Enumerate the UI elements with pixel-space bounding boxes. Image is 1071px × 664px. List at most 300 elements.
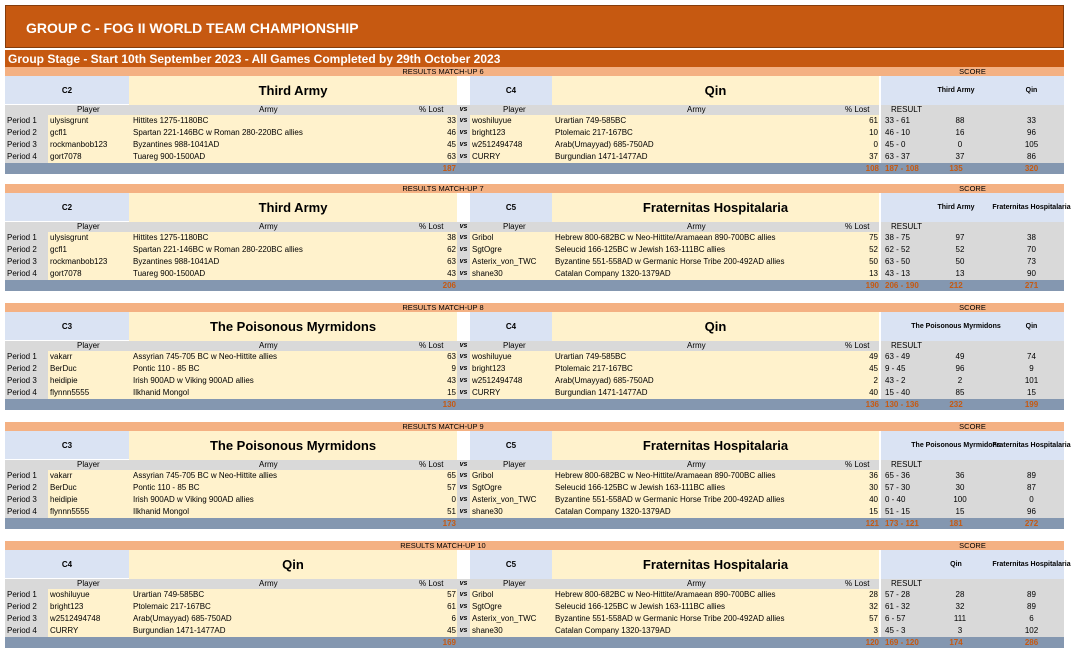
table-row xyxy=(5,375,1064,387)
team1-player: BerDuc xyxy=(48,482,131,494)
totals-row xyxy=(5,637,1064,648)
score-team1-name: The Poisonous Myrmidons xyxy=(911,441,1001,449)
team1-score: 96 xyxy=(921,363,999,375)
lost-label: % Lost xyxy=(419,341,444,350)
team2-code: C4 xyxy=(470,76,552,105)
team2-score: 15 xyxy=(999,387,1064,399)
team1-lost: 63 xyxy=(419,256,457,268)
row-result: 62 - 52 xyxy=(881,244,921,256)
score-header: SCORE xyxy=(959,422,986,431)
team1-lost: 46 xyxy=(419,127,457,139)
vs-label: vs xyxy=(457,151,470,163)
team1-score: 111 xyxy=(921,613,999,625)
team2-army: Byzantine 551-558AD w Germanic Horse Tribe 200-492AD allies xyxy=(553,256,839,268)
vs-gap xyxy=(457,76,470,105)
matchup-block xyxy=(5,541,1071,657)
matchup-title: RESULTS MATCH-UP 10 xyxy=(400,541,486,550)
matchup-header xyxy=(5,67,1064,76)
table-row xyxy=(5,268,1064,280)
total-result: 173 - 121 xyxy=(885,519,919,528)
team1-total-lost: 206 xyxy=(442,281,456,290)
vs-label: vs xyxy=(457,387,470,399)
score-team2-name: Qin xyxy=(1025,322,1038,330)
period-label: Period 2 xyxy=(5,601,48,613)
team1-player: ulysisgrunt xyxy=(48,232,131,244)
team2-lost: 15 xyxy=(839,506,879,518)
page-title: GROUP C - FOG II WORLD TEAM CHAMPIONSHIP xyxy=(5,5,1064,48)
team1-army: Hittites 1275-1180BC xyxy=(131,232,419,244)
team2-total-score: 272 xyxy=(1024,519,1039,528)
team2-player: CURRY xyxy=(470,387,553,399)
row-result: 46 - 10 xyxy=(881,127,921,139)
team2-army: Ptolemaic 217-167BC xyxy=(553,127,839,139)
table-row xyxy=(5,482,1064,494)
period-label: Period 4 xyxy=(5,151,48,163)
table-row xyxy=(5,625,1064,637)
block-spacer xyxy=(5,529,1064,538)
team2-player: bright123 xyxy=(470,363,553,375)
lost-label: % Lost xyxy=(419,222,444,231)
team1-army: Arab(Umayyad) 685-750AD xyxy=(131,613,419,625)
block-spacer xyxy=(5,174,1064,183)
team2-player: Gribol xyxy=(470,232,553,244)
result-header xyxy=(881,579,1064,589)
team1-army: Pontic 110 - 85 BC xyxy=(131,482,419,494)
team1-player: gcfl1 xyxy=(48,244,131,256)
totals-row xyxy=(5,399,1064,410)
period-label: Period 3 xyxy=(5,256,48,268)
team2-score: 87 xyxy=(999,482,1064,494)
result-label: RESULT xyxy=(891,222,922,231)
team2-army: Seleucid 166-125BC w Jewish 163-111BC allies xyxy=(553,601,839,613)
matchup-block xyxy=(5,422,1071,538)
total-result: 187 - 108 xyxy=(885,164,919,173)
matchup-title: RESULTS MATCH-UP 9 xyxy=(402,422,484,431)
team1-score: 13 xyxy=(921,268,999,280)
period-label: Period 2 xyxy=(5,363,48,375)
team1-score: 2 xyxy=(921,375,999,387)
team2-score: 101 xyxy=(999,375,1064,387)
vs-label: vs xyxy=(457,613,470,625)
table-row xyxy=(5,363,1064,375)
team1-player: gcfl1 xyxy=(48,127,131,139)
table-row xyxy=(5,494,1064,506)
team2-lost: 49 xyxy=(839,351,879,363)
team2-player: shane30 xyxy=(470,506,553,518)
team1-lost: 9 xyxy=(419,363,457,375)
team2-score: 102 xyxy=(999,625,1064,637)
result-header xyxy=(881,222,1064,232)
vs-gap xyxy=(457,312,470,341)
team2-lost: 0 xyxy=(839,139,879,151)
player-label: Player xyxy=(77,222,100,231)
team1-column-header xyxy=(5,460,457,470)
player-label: Player xyxy=(503,341,526,350)
team2-player: SgtOgre xyxy=(470,244,553,256)
block-spacer xyxy=(5,410,1064,419)
team1-name: Qin xyxy=(129,550,457,579)
team1-army: Urartian 749-585BC xyxy=(131,589,419,601)
team1-lost: 43 xyxy=(419,375,457,387)
period-label: Period 1 xyxy=(5,589,48,601)
result-rows xyxy=(5,232,1064,280)
team2-score: 105 xyxy=(999,139,1064,151)
team2-player: shane30 xyxy=(470,625,553,637)
period-label: Period 4 xyxy=(5,387,48,399)
team1-total-lost: 169 xyxy=(442,638,456,647)
vs-label: vs xyxy=(457,341,470,351)
matchup-block xyxy=(5,67,1064,183)
vs-label: vs xyxy=(457,351,470,363)
matchup-title: RESULTS MATCH-UP 7 xyxy=(402,184,484,193)
lost-label: % Lost xyxy=(845,222,870,231)
team1-army: Irish 900AD w Viking 900AD allies xyxy=(131,494,419,506)
team2-column-header xyxy=(470,105,879,115)
team1-army: Spartan 221-146BC w Roman 280-220BC allies xyxy=(131,127,419,139)
period-label: Period 4 xyxy=(5,625,48,637)
score-team2-name: Fraternitas Hospitalaria xyxy=(992,441,1071,449)
team1-player: gort7078 xyxy=(48,268,131,280)
block-spacer xyxy=(5,648,1064,657)
team1-score: 30 xyxy=(921,482,999,494)
row-result: 57 - 30 xyxy=(881,482,921,494)
team2-column-header xyxy=(470,579,879,589)
score-team1-name: The Poisonous Myrmidons xyxy=(911,322,1001,330)
team1-player: gort7078 xyxy=(48,151,131,163)
team1-player: heidipie xyxy=(48,494,131,506)
table-row xyxy=(5,470,1064,482)
table-row xyxy=(5,127,1064,139)
result-header xyxy=(881,460,1064,470)
matchup-header xyxy=(5,184,1064,193)
result-rows xyxy=(5,115,1064,163)
team2-lost: 3 xyxy=(839,625,879,637)
team2-army: Burgundian 1471-1477AD xyxy=(553,387,839,399)
team1-army: Ilkhanid Mongol xyxy=(131,506,419,518)
team1-score: 3 xyxy=(921,625,999,637)
team2-lost: 40 xyxy=(839,387,879,399)
team2-lost: 50 xyxy=(839,256,879,268)
row-result: 9 - 45 xyxy=(881,363,921,375)
team2-score: 86 xyxy=(999,151,1064,163)
vs-label: vs xyxy=(457,470,470,482)
row-result: 43 - 2 xyxy=(881,375,921,387)
result-rows xyxy=(5,589,1064,637)
vs-label: vs xyxy=(457,494,470,506)
row-result: 51 - 15 xyxy=(881,506,921,518)
team2-player: Gribol xyxy=(470,470,553,482)
team1-score: 85 xyxy=(921,387,999,399)
score-team1-name: Third Army xyxy=(937,203,975,211)
team2-total-lost: 120 xyxy=(865,638,879,647)
team1-lost: 45 xyxy=(419,139,457,151)
team1-name: The Poisonous Myrmidons xyxy=(129,312,457,341)
team1-lost: 57 xyxy=(419,589,457,601)
score-team-header xyxy=(881,431,1071,460)
team2-lost: 52 xyxy=(839,244,879,256)
team2-lost: 61 xyxy=(839,115,879,127)
team2-army: Hebrew 800-682BC w Neo-Hittite/Aramaean 890-700BC allies xyxy=(553,232,839,244)
team2-score: 90 xyxy=(999,268,1064,280)
team2-lost: 2 xyxy=(839,375,879,387)
score-team1-name: Third Army xyxy=(937,86,975,94)
team1-army: Ilkhanid Mongol xyxy=(131,387,419,399)
team1-lost: 51 xyxy=(419,506,457,518)
team2-lost: 13 xyxy=(839,268,879,280)
army-label: Army xyxy=(259,105,278,114)
vs-label: vs xyxy=(457,244,470,256)
vs-label: vs xyxy=(457,482,470,494)
row-result: 63 - 49 xyxy=(881,351,921,363)
team2-player: w2512494748 xyxy=(470,375,553,387)
team2-name: Fraternitas Hospitalaria xyxy=(552,193,879,222)
row-result: 0 - 40 xyxy=(881,494,921,506)
vs-label: vs xyxy=(457,222,470,232)
result-header xyxy=(881,341,1064,351)
team1-total-score: 181 xyxy=(949,519,963,528)
army-label: Army xyxy=(259,460,278,469)
period-label: Period 3 xyxy=(5,139,48,151)
team1-player: flynnn5555 xyxy=(48,387,131,399)
team2-lost: 45 xyxy=(839,363,879,375)
team1-total-score: 232 xyxy=(949,400,963,409)
table-row xyxy=(5,387,1064,399)
team2-code: C4 xyxy=(470,312,552,341)
team1-army: Pontic 110 - 85 BC xyxy=(131,363,419,375)
team1-code: C3 xyxy=(5,431,129,460)
team1-total-score: 174 xyxy=(949,638,963,647)
row-result: 61 - 32 xyxy=(881,601,921,613)
table-row xyxy=(5,115,1064,127)
team2-code: C5 xyxy=(470,550,552,579)
team1-lost: 62 xyxy=(419,244,457,256)
team2-total-lost: 121 xyxy=(865,519,879,528)
team2-lost: 57 xyxy=(839,613,879,625)
team1-score: 49 xyxy=(921,351,999,363)
table-row xyxy=(5,351,1064,363)
team2-code: C5 xyxy=(470,431,552,460)
total-result: 130 - 136 xyxy=(885,400,919,409)
score-team-header xyxy=(881,76,1064,105)
row-result: 33 - 61 xyxy=(881,115,921,127)
result-rows xyxy=(5,470,1064,518)
period-label: Period 4 xyxy=(5,506,48,518)
period-label: Period 2 xyxy=(5,127,48,139)
team1-score: 97 xyxy=(921,232,999,244)
vs-label: vs xyxy=(457,460,470,470)
team2-total-score: 320 xyxy=(1024,164,1039,173)
team2-total-score: 286 xyxy=(1024,638,1039,647)
team2-lost: 32 xyxy=(839,601,879,613)
team1-player: BerDuc xyxy=(48,363,131,375)
score-team-header xyxy=(881,193,1071,222)
team1-lost: 57 xyxy=(419,482,457,494)
score-team2-name: Fraternitas Hospitalaria xyxy=(992,560,1071,568)
team1-player: vakarr xyxy=(48,351,131,363)
team2-army: Urartian 749-585BC xyxy=(553,351,839,363)
block-spacer xyxy=(5,291,1064,300)
team1-lost: 15 xyxy=(419,387,457,399)
team1-player: CURRY xyxy=(48,625,131,637)
team1-army: Assyrian 745-705 BC w Neo-Hittite allies xyxy=(131,470,419,482)
result-label: RESULT xyxy=(891,460,922,469)
result-rows xyxy=(5,351,1064,399)
team1-lost: 0 xyxy=(419,494,457,506)
team1-army: Byzantines 988-1041AD xyxy=(131,139,419,151)
team2-army: Burgundian 1471-1477AD xyxy=(553,151,839,163)
row-result: 63 - 50 xyxy=(881,256,921,268)
team1-score: 100 xyxy=(921,494,999,506)
team1-column-header xyxy=(5,579,457,589)
team2-total-score: 271 xyxy=(1024,281,1039,290)
score-team2-name: Fraternitas Hospitalaria xyxy=(992,203,1071,211)
team1-player: bright123 xyxy=(48,601,131,613)
team2-name: Fraternitas Hospitalaria xyxy=(552,431,879,460)
result-header xyxy=(881,105,1064,115)
vs-label: vs xyxy=(457,579,470,589)
team2-column-header xyxy=(470,341,879,351)
vs-gap xyxy=(457,550,470,579)
team2-player: Gribol xyxy=(470,589,553,601)
vs-label: vs xyxy=(457,139,470,151)
lost-label: % Lost xyxy=(845,579,870,588)
row-result: 15 - 40 xyxy=(881,387,921,399)
vs-label: vs xyxy=(457,375,470,387)
army-label: Army xyxy=(687,341,706,350)
team1-score: 28 xyxy=(921,589,999,601)
team2-score: 6 xyxy=(999,613,1064,625)
row-result: 45 - 3 xyxy=(881,625,921,637)
team1-score: 15 xyxy=(921,506,999,518)
matchup-header xyxy=(5,541,1064,550)
team1-lost: 61 xyxy=(419,601,457,613)
vs-label: vs xyxy=(457,589,470,601)
team1-total-lost: 173 xyxy=(442,519,456,528)
row-result: 65 - 36 xyxy=(881,470,921,482)
team1-code: C4 xyxy=(5,550,129,579)
team2-score: 73 xyxy=(999,256,1064,268)
team1-army: Assyrian 745-705 BC w Neo-Hittite allies xyxy=(131,351,419,363)
matchup-header xyxy=(5,422,1064,431)
team1-score: 88 xyxy=(921,115,999,127)
player-label: Player xyxy=(503,579,526,588)
vs-label: vs xyxy=(457,105,470,115)
team1-army: Burgundian 1471-1477AD xyxy=(131,625,419,637)
result-label: RESULT xyxy=(891,105,922,114)
team2-player: CURRY xyxy=(470,151,553,163)
player-label: Player xyxy=(77,341,100,350)
period-label: Period 1 xyxy=(5,115,48,127)
vs-label: vs xyxy=(457,256,470,268)
vs-gap xyxy=(457,431,470,460)
team1-lost: 63 xyxy=(419,151,457,163)
team1-army: Spartan 221-146BC w Roman 280-220BC allies xyxy=(131,244,419,256)
period-label: Period 1 xyxy=(5,470,48,482)
score-header: SCORE xyxy=(959,541,986,550)
team2-lost: 75 xyxy=(839,232,879,244)
team2-player: shane30 xyxy=(470,268,553,280)
team1-army: Tuareg 900-1500AD xyxy=(131,268,419,280)
team1-column-header xyxy=(5,105,457,115)
score-header: SCORE xyxy=(959,184,986,193)
team2-lost: 40 xyxy=(839,494,879,506)
team1-code: C3 xyxy=(5,312,129,341)
period-label: Period 2 xyxy=(5,482,48,494)
team2-lost: 28 xyxy=(839,589,879,601)
team1-army: Ptolemaic 217-167BC xyxy=(131,601,419,613)
team2-army: Catalan Company 1320-1379AD xyxy=(553,625,839,637)
player-label: Player xyxy=(503,222,526,231)
team2-army: Hebrew 800-682BC w Neo-Hittite/Aramaean 890-700BC allies xyxy=(553,470,839,482)
team1-lost: 38 xyxy=(419,232,457,244)
team2-score: 96 xyxy=(999,127,1064,139)
team2-score: 33 xyxy=(999,115,1064,127)
team2-score: 96 xyxy=(999,506,1064,518)
player-label: Player xyxy=(77,579,100,588)
team2-lost: 10 xyxy=(839,127,879,139)
team2-army: Byzantine 551-558AD w Germanic Horse Tribe 200-492AD allies xyxy=(553,494,839,506)
totals-row xyxy=(5,163,1064,174)
team1-column-header xyxy=(5,341,457,351)
table-row xyxy=(5,506,1064,518)
score-team1-name: Qin xyxy=(950,560,962,568)
team1-score: 32 xyxy=(921,601,999,613)
team2-lost: 37 xyxy=(839,151,879,163)
team1-code: C2 xyxy=(5,193,129,222)
matchup-block xyxy=(5,184,1071,300)
team1-code: C2 xyxy=(5,76,129,105)
result-label: RESULT xyxy=(891,341,922,350)
team2-score: 89 xyxy=(999,470,1064,482)
team2-score: 38 xyxy=(999,232,1064,244)
team1-lost: 6 xyxy=(419,613,457,625)
team1-name: The Poisonous Myrmidons xyxy=(129,431,457,460)
team2-army: Arab(Umayyad) 685-750AD xyxy=(553,375,839,387)
team2-army: Seleucid 166-125BC w Jewish 163-111BC allies xyxy=(553,482,839,494)
team2-score: 0 xyxy=(999,494,1064,506)
table-row xyxy=(5,151,1064,163)
team1-player: rockmanbob123 xyxy=(48,256,131,268)
table-row xyxy=(5,256,1064,268)
total-result: 206 - 190 xyxy=(885,281,919,290)
period-label: Period 2 xyxy=(5,244,48,256)
row-result: 45 - 0 xyxy=(881,139,921,151)
lost-label: % Lost xyxy=(419,579,444,588)
team2-player: SgtOgre xyxy=(470,601,553,613)
team1-lost: 65 xyxy=(419,470,457,482)
team2-score: 74 xyxy=(999,351,1064,363)
team2-player: Asterix_von_TWC xyxy=(470,613,553,625)
team2-total-lost: 108 xyxy=(865,164,879,173)
team2-total-lost: 136 xyxy=(865,400,879,409)
team2-name: Qin xyxy=(552,76,879,105)
vs-label: vs xyxy=(457,625,470,637)
team1-lost: 45 xyxy=(419,625,457,637)
team1-score: 0 xyxy=(921,139,999,151)
team1-player: ulysisgrunt xyxy=(48,115,131,127)
team1-lost: 43 xyxy=(419,268,457,280)
team1-total-lost: 187 xyxy=(442,164,456,173)
team1-score: 37 xyxy=(921,151,999,163)
team2-name: Qin xyxy=(552,312,879,341)
vs-label: vs xyxy=(457,127,470,139)
team2-score: 70 xyxy=(999,244,1064,256)
team1-army: Hittites 1275-1180BC xyxy=(131,115,419,127)
player-label: Player xyxy=(77,460,100,469)
lost-label: % Lost xyxy=(845,105,870,114)
page-subtitle: Group Stage - Start 10th September 2023 - All Games Completed by 29th October 2023 xyxy=(5,48,1064,67)
team1-player: heidipie xyxy=(48,375,131,387)
